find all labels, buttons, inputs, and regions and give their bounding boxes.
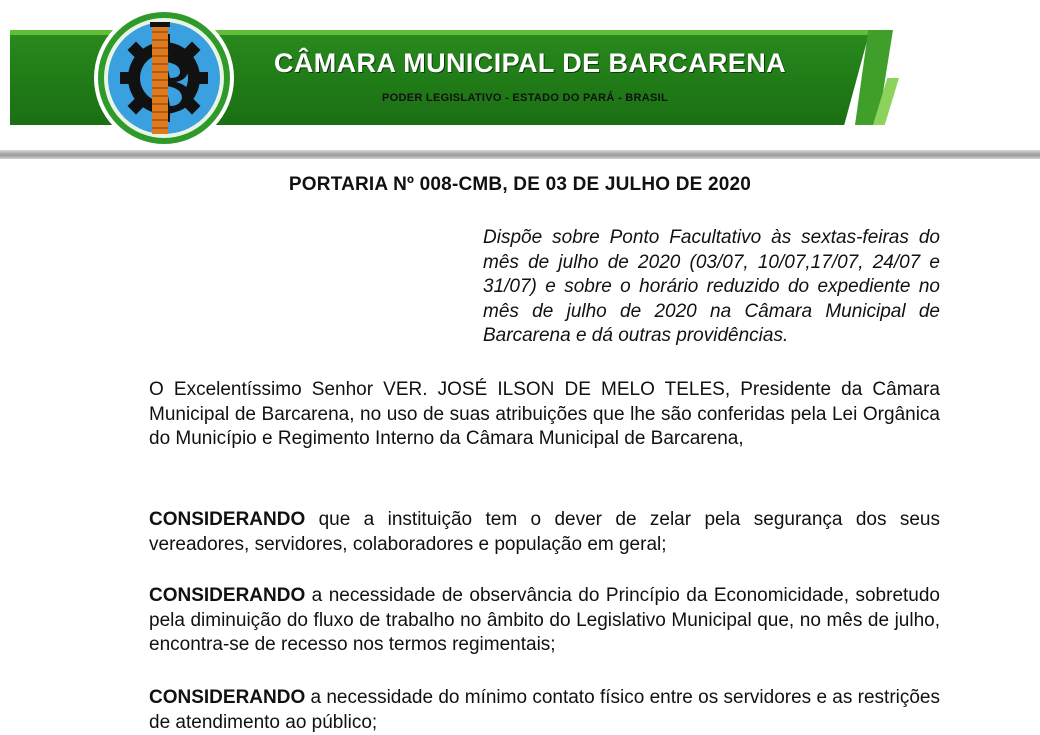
considerando-keyword: CONSIDERANDO xyxy=(149,585,306,606)
considerando-paragraph-1 xyxy=(149,508,940,557)
header-divider xyxy=(0,150,1040,159)
considerando-text: a necessidade do mínimo contato físico entre os servidores e as restrições de atendimento ao público; xyxy=(149,687,940,733)
document-title: PORTARIA Nº 008-CMB, DE 03 DE JULHO DE 2020 xyxy=(288,174,752,195)
considerando-text: que a instituição tem o dever de zelar pela segurança dos seus vereadores, servidores, colaboradores e população em geral; xyxy=(149,509,940,555)
preamble-paragraph: O Excelentíssimo Senhor VER. JOSÉ ILSON DE MELO TELES, Presidente da Câmara Municipal de Barcarena, no uso de suas atribuições que lhe são conferidas pela Lei Orgânica do Município e Regimento Interno da Câmara Municipal de Barcarena, xyxy=(149,379,940,449)
considerando-paragraph-2 xyxy=(149,584,940,658)
institution-subtitle: PODER LEGISLATIVO - ESTADO DO PARÁ - BRASIL xyxy=(381,92,669,104)
considerando-keyword: CONSIDERANDO xyxy=(149,509,306,530)
camara-barcarena-emblem-icon xyxy=(92,6,237,151)
document-ementa: Dispõe sobre Ponto Facultativo às sextas-feiras do mês de julho de 2020 (03/07, 10/07,17/07, 24/07 e 31/07) e sobre o horário reduzido do expediente no mês de julho de 2020 na Câmara Municipal de Barcarena e dá outras providências. xyxy=(483,227,940,346)
considerando-keyword: CONSIDERANDO xyxy=(149,687,306,708)
institution-title: CÂMARA MUNICIPAL DE BARCARENA xyxy=(273,48,787,78)
considerando-paragraph-3 xyxy=(149,686,940,735)
considerando-text: a necessidade de observância do Princípio da Economicidade, sobretudo pela diminuição do fluxo de trabalho no âmbito do Legislativo Municipal que, no mês de julho, encontra-se de recesso nos termos regimentais; xyxy=(149,585,940,655)
header-banner xyxy=(0,0,1040,165)
